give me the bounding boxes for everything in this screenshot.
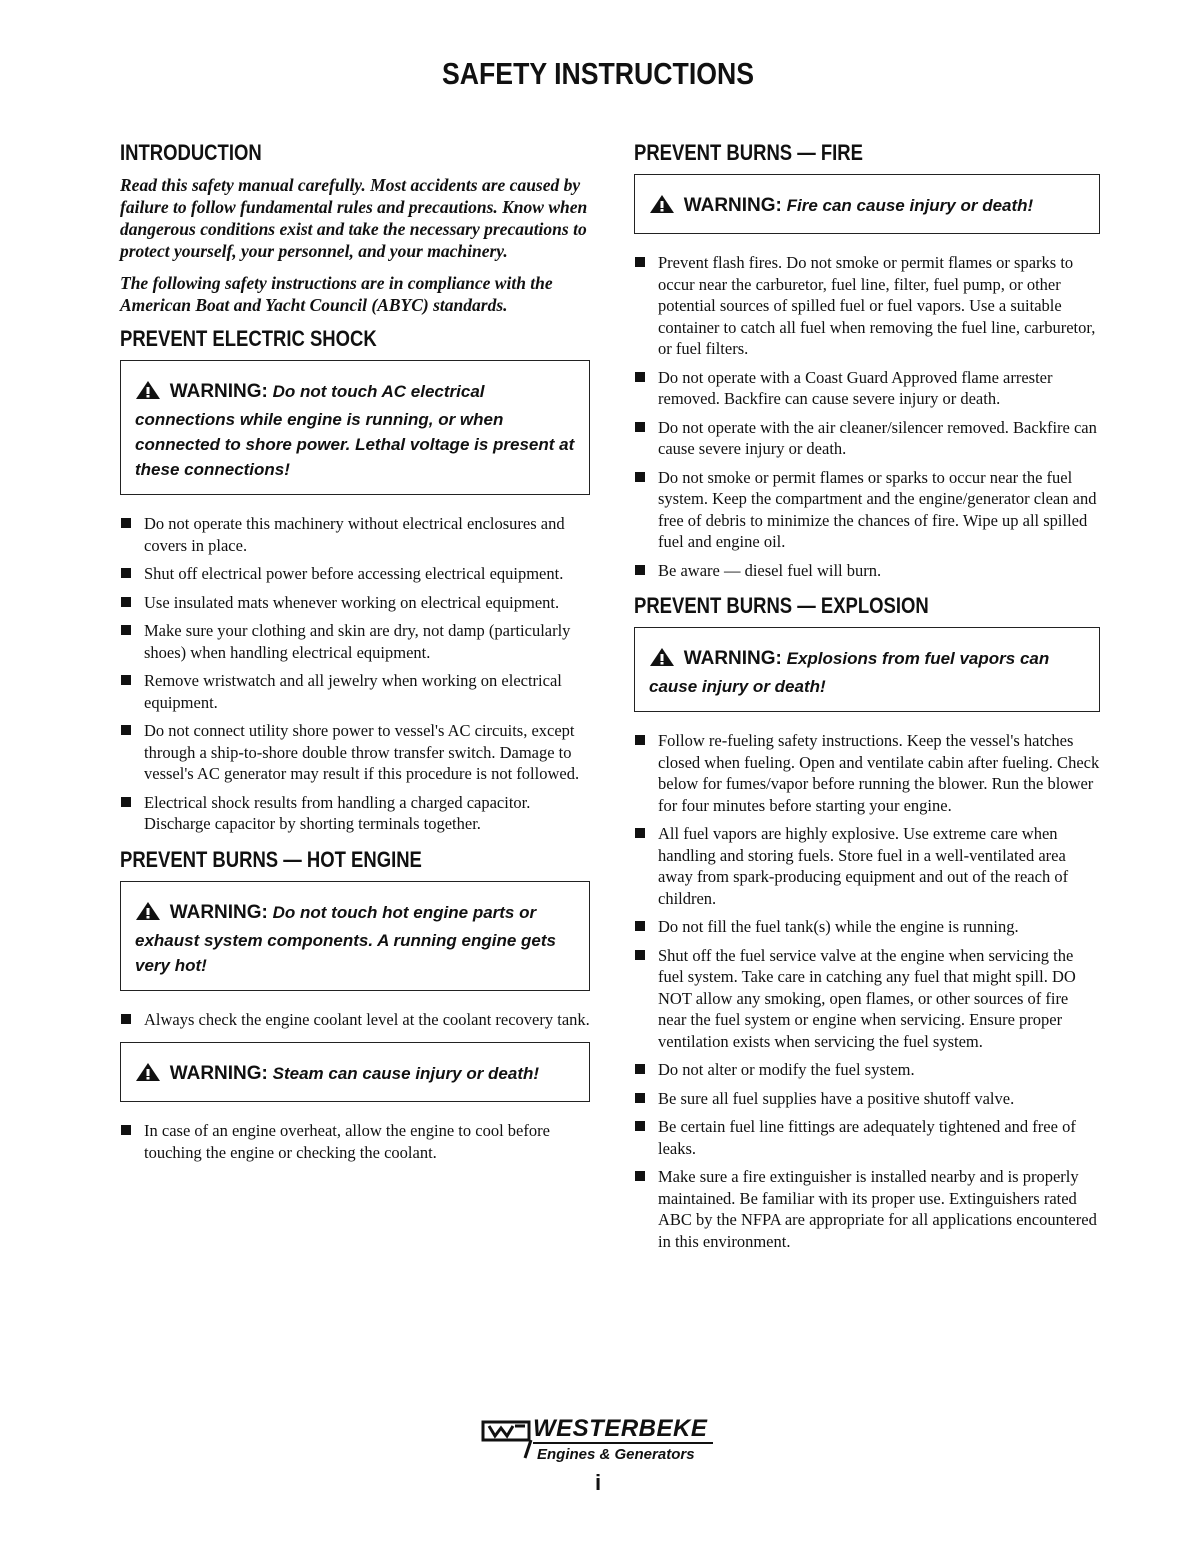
brand-name: WESTERBEKE	[533, 1416, 713, 1444]
hot-engine-heading: PREVENT BURNS — HOT ENGINE	[120, 846, 422, 872]
brand-tagline: Engines & Generators	[537, 1446, 695, 1463]
intro-paragraph: The following safety instructions are in compliance with the American Boat and Yacht Council (ABYC) standards.	[120, 273, 553, 315]
hot-engine-warning-box	[120, 881, 590, 991]
warning-label: WARNING:	[169, 1063, 268, 1084]
warning-triangle-icon	[649, 194, 675, 221]
list-item: Do not alter or modify the fuel system.	[634, 1059, 1100, 1081]
page-number: i	[594, 1470, 602, 1495]
hot-engine-list	[120, 1009, 590, 1031]
introduction-heading: INTRODUCTION	[120, 140, 262, 165]
intro-paragraph: Read this safety manual carefully. Most accidents are caused by failure to follow fundamental rules and precautions. Know when dangerous conditions exist and take the necessary precautions to protect yourself, your personnel, and your machinery.	[120, 175, 588, 261]
warning-label: WARNING:	[683, 648, 782, 669]
left-column	[120, 140, 590, 1175]
steam-list	[120, 1120, 590, 1163]
fire-section	[634, 140, 1100, 581]
list-item: Be aware — diesel fuel will burn.	[634, 560, 1100, 582]
warning-text: Do not touch AC electrical connections while engine is running, or when connected to shore power. Lethal voltage is present at these connections!	[135, 382, 575, 479]
list-item: Do not operate with a Coast Guard Approved flame arrester removed. Backfire can cause severe injury or death.	[634, 367, 1100, 410]
list-item: Prevent flash fires. Do not smoke or permit flames or sparks to occur near the carburetor, fuel line, filter, fuel pump, or other potential sources of spilled fuel or fuel vapors. Use a suitable container to catch all fuel when removing the fuel line, carburetor, or fuel filters.	[634, 252, 1100, 360]
hot-engine-section	[120, 847, 590, 1164]
electric-shock-warning-box	[120, 360, 590, 495]
warning-label: WARNING:	[683, 195, 782, 216]
warning-text: Do not touch hot engine parts or exhaust system components. A running engine gets very hot!	[135, 902, 556, 975]
list-item: Do not operate with the air cleaner/silencer removed. Backfire can cause severe injury or death.	[634, 417, 1100, 460]
fire-warning-box	[634, 174, 1100, 234]
westerbeke-mark-icon	[481, 1420, 533, 1465]
warning-text: Fire can cause injury or death!	[786, 196, 1034, 215]
page-title: SAFETY INSTRUCTIONS	[441, 56, 755, 91]
list-item: Always check the engine coolant level at the coolant recovery tank.	[120, 1009, 590, 1031]
explosion-section	[634, 593, 1100, 1252]
warning-triangle-icon	[135, 380, 161, 407]
list-item: Be sure all fuel supplies have a positive shutoff valve.	[634, 1088, 1100, 1110]
list-item: Do not fill the fuel tank(s) while the engine is running.	[634, 916, 1100, 938]
warning-triangle-icon	[649, 647, 675, 674]
list-item: Make sure your clothing and skin are dry, not damp (particularly shoes) when handling electrical equipment.	[120, 620, 590, 663]
warning-triangle-icon	[135, 901, 161, 928]
steam-warning-box	[120, 1042, 590, 1102]
list-item: Remove wristwatch and all jewelry when working on electrical equipment.	[120, 670, 590, 713]
list-item: Be certain fuel line fittings are adequately tightened and free of leaks.	[634, 1116, 1100, 1159]
list-item: Shut off electrical power before accessing electrical equipment.	[120, 563, 590, 585]
list-item: Do not smoke or permit flames or sparks to occur near the fuel system. Keep the compartment and the engine/generator clean and free of debris to minimize the chances of fire. Wipe up all spilled fuel and engine oil.	[634, 467, 1100, 553]
warning-label: WARNING:	[169, 381, 268, 402]
fire-list	[634, 252, 1100, 581]
list-item: Electrical shock results from handling a charged capacitor. Discharge capacitor by shorting terminals together.	[120, 792, 590, 835]
explosion-warning-box	[634, 627, 1100, 712]
electric-shock-heading: PREVENT ELECTRIC SHOCK	[120, 326, 377, 351]
list-item: Follow re-fueling safety instructions. Keep the vessel's hatches closed when fueling. Open and ventilate cabin after fueling. Check below for fumes/vapor before running the blower. Run the blower for four minutes before starting your engine.	[634, 730, 1100, 816]
right-column	[634, 140, 1100, 1264]
list-item: In case of an engine overheat, allow the engine to cool before touching the engine or checking the coolant.	[120, 1120, 590, 1163]
introduction-section	[120, 140, 590, 316]
explosion-heading: PREVENT BURNS — EXPLOSION	[634, 593, 929, 618]
westerbeke-logo	[481, 1414, 741, 1474]
explosion-list	[634, 730, 1100, 1252]
warning-label: WARNING:	[169, 901, 268, 923]
warning-triangle-icon	[135, 1062, 161, 1089]
list-item: Use insulated mats whenever working on electrical equipment.	[120, 592, 590, 614]
list-item: All fuel vapors are highly explosive. Use extreme care when handling and storing fuels. Store fuel in a well-ventilated area away from spark-producing equipment and out of the reach of children.	[634, 823, 1100, 909]
list-item: Do not connect utility shore power to vessel's AC circuits, except through a ship-to-shore double throw transfer switch. Damage to vessel's AC generator may result if this procedure is not followed.	[120, 720, 590, 785]
list-item: Make sure a fire extinguisher is installed nearby and is properly maintained. Be familiar with its proper use. Extinguishers rated ABC by the NFPA are appropriate for all applications encountered in this environment.	[634, 1166, 1100, 1252]
list-item: Do not operate this machinery without electrical enclosures and covers in place.	[120, 513, 590, 556]
list-item: Shut off the fuel service valve at the engine when servicing the fuel system. Take care in catching any fuel that might spill. DO NOT allow any smoking, open flames, or other sources of fire near the fuel system or engine when servicing. Ensure proper ventilation exists when servicing the fuel system.	[634, 945, 1100, 1053]
electric-shock-list	[120, 513, 590, 835]
warning-text: Steam can cause injury or death!	[272, 1064, 540, 1083]
electric-shock-section	[120, 326, 590, 835]
warning-text: Explosions from fuel vapors can cause injury or death!	[649, 649, 1050, 696]
fire-heading: PREVENT BURNS — FIRE	[634, 140, 863, 165]
